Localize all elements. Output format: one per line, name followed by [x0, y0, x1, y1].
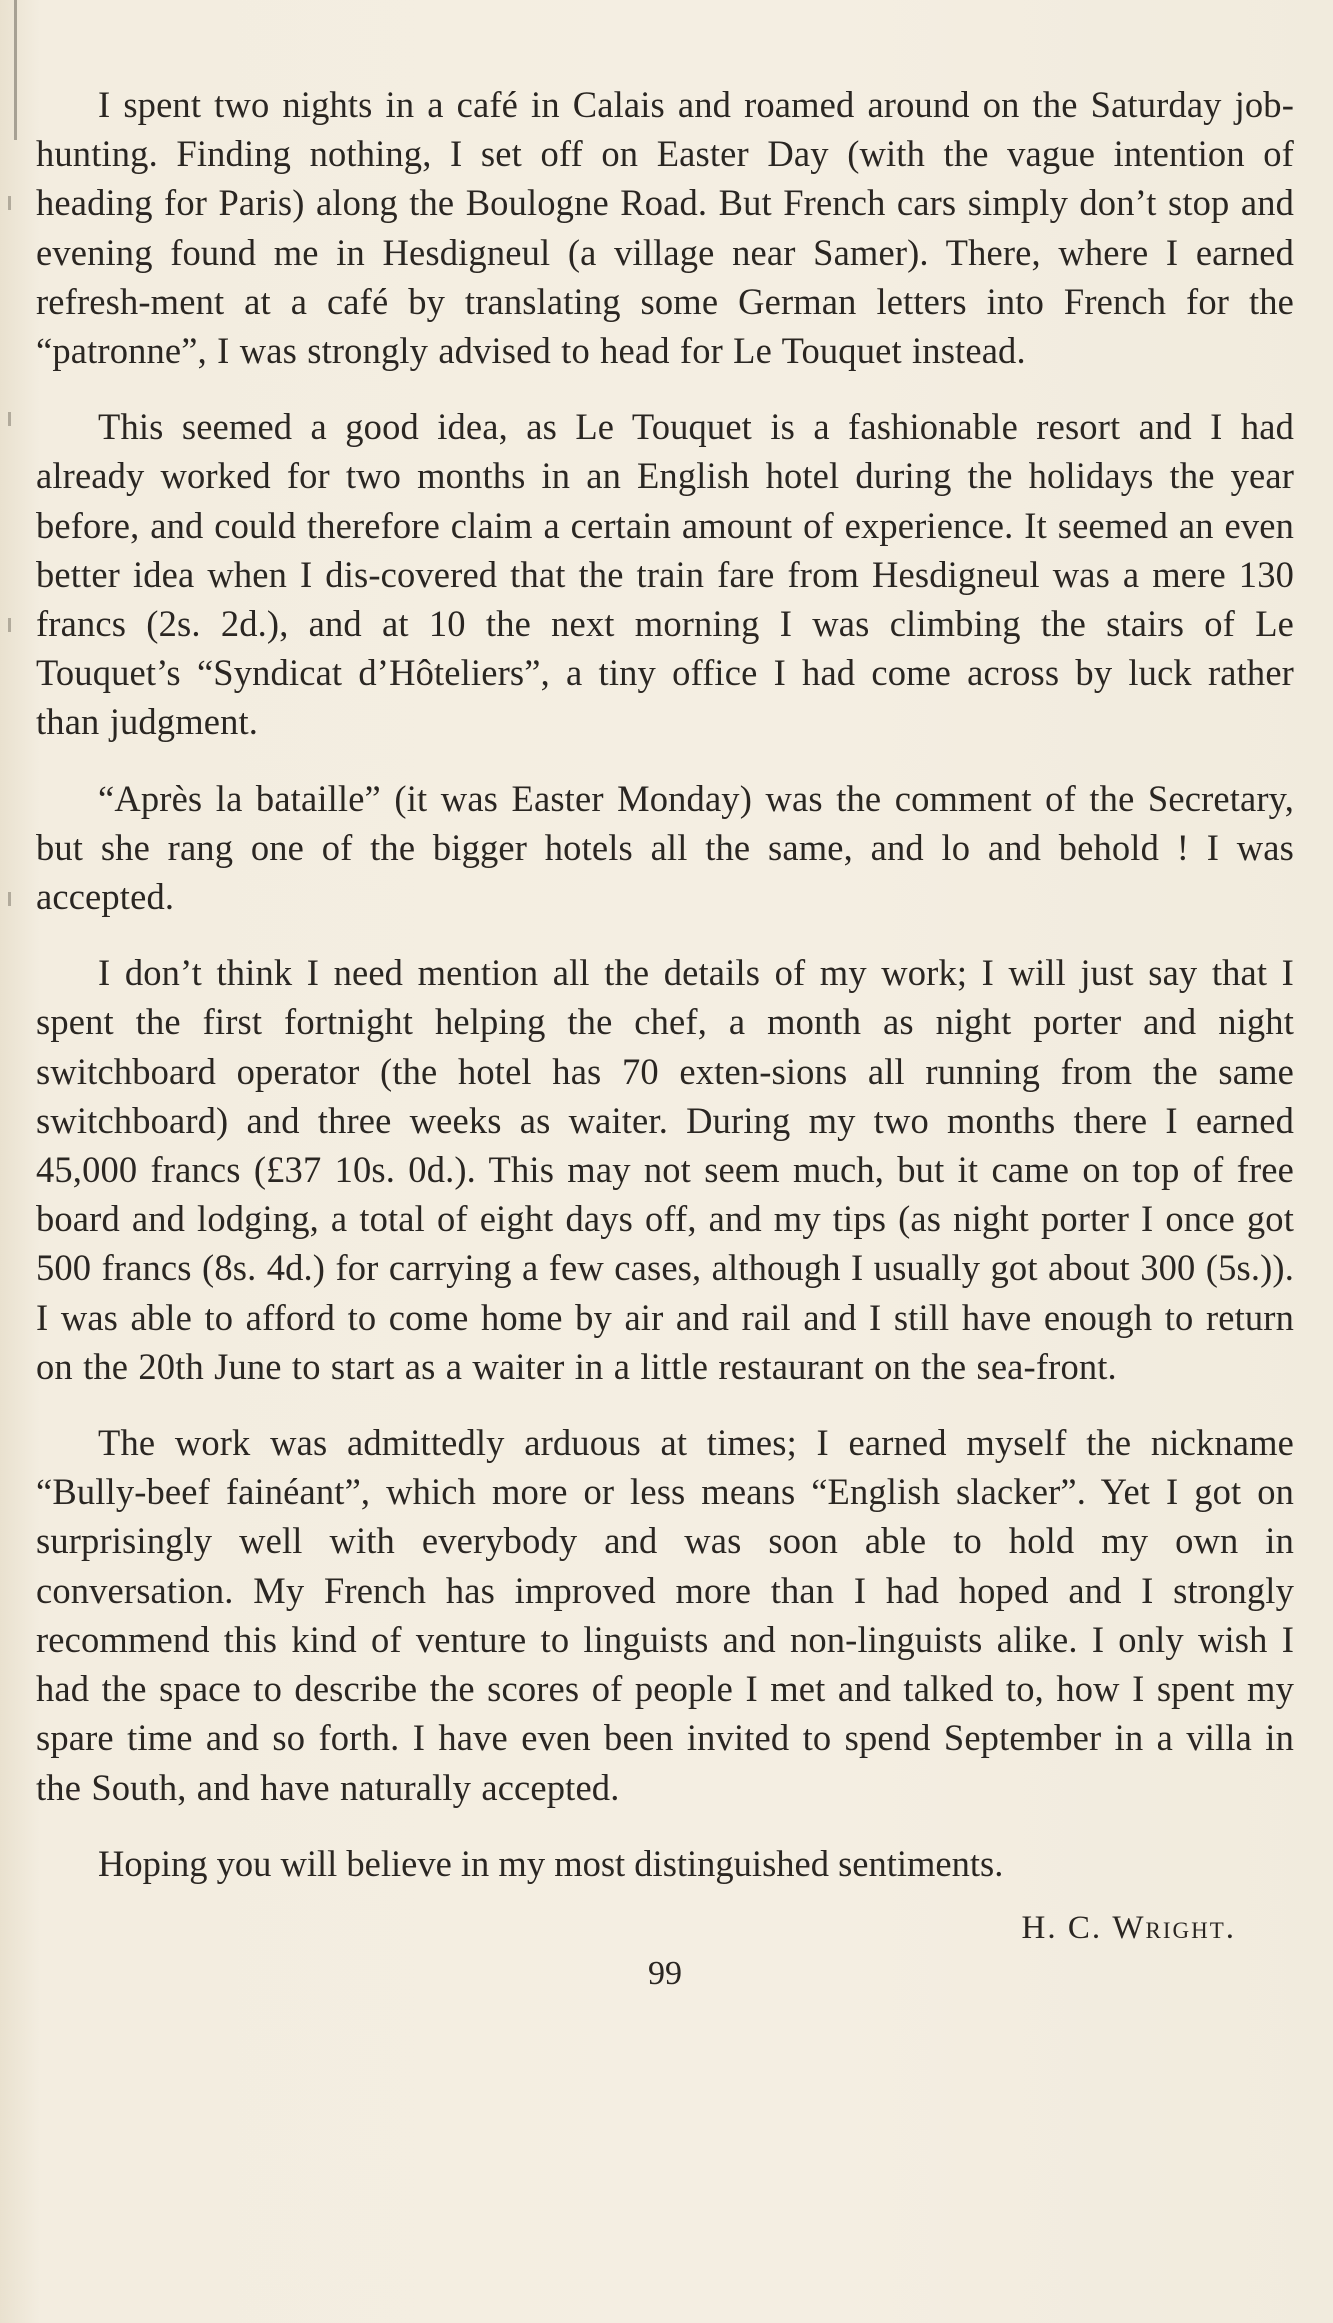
margin-speck [8, 196, 11, 210]
signature-initials: H. C. [1021, 1909, 1103, 1946]
paragraph-le-touquet: This seemed a good idea, as Le Touquet is a fashionable resort and I had already worked for two months in an English hotel during the holidays the year before, and could therefore claim a certain amount of experience. It seemed an even better idea when I dis-covered that the train fare from Hesdigneul was a mere 130 francs (2s. 2d.), and at 10 the next morning I was climbing the stairs of Le Touquet’s “Syndicat d’Hôteliers”, a tiny office I had come across by luck rather than judgment. [36, 406, 1294, 743]
paragraph-work-details: I don’t think I need mention all the details of my work; I will just say that I spent the first fortnight helping the chef, a month as night porter and night switchboard operator (the hotel has 70 exten-sions all running from the same switchboard) and three weeks as waiter. During my two months there I earned 45,000 francs (£37 10s. 0d.). This may not seem much, but it came on top of free board and lodging, a total of eight days off, and my tips (as night porter I once got 500 francs (8s. 4d.) for carrying a few cases, although I usually got about 300 (5s.)). I was able to afford to come home by air and rail and I still have enough to return on the 20th June to start as a waiter in a little restaurant on the sea-front. [36, 952, 1294, 1387]
margin-speck [8, 412, 11, 426]
margin-speck [8, 618, 11, 632]
signature-surname: Wright. [1112, 1909, 1236, 1946]
signature [36, 1906, 1236, 1950]
page-number: 99 [648, 1954, 682, 1992]
letter-body [36, 80, 1294, 1994]
margin-speck [8, 892, 11, 906]
paragraph-apres-la-bataille: “Après la bataille” (it was Easter Monday) was the comment of the Secretary, but she rang one of the bigger hotels all the same, and lo and behold ! I was accepted. [36, 777, 1294, 918]
closing-line: Hoping you will believe in my most distinguished sentiments. [98, 1842, 1004, 1884]
paragraph-work-arduous: The work was admittedly arduous at times; I earned myself the nickname “Bully-beef fainéant”, which more or less means “English slacker”. Yet I got on surprisingly well with everybody and was soon able to hold my own in conversation. My French has improved more than I had hoped and I strongly recommend this kind of venture to linguists and non-linguists alike. I only wish I had the space to describe the scores of people I met and talked to, how I spent my spare time and so forth. I have even been invited to spend September in a villa in the South, and have naturally accepted. [36, 1422, 1294, 1808]
binding-edge [14, 0, 17, 140]
paragraph-calais: I spent two nights in a café in Calais and roamed around on the Saturday job-hunting. Finding nothing, I set off on Easter Day (with the vague intention of heading for Paris) along the Boulogne Road. But French cars simply don’t stop and evening found me in Hesdigneul (a village near Samer). There, where I earned refresh-ment at a café by translating some German letters into French for the “patronne”, I was strongly advised to head for Le Touquet instead. [36, 84, 1294, 372]
